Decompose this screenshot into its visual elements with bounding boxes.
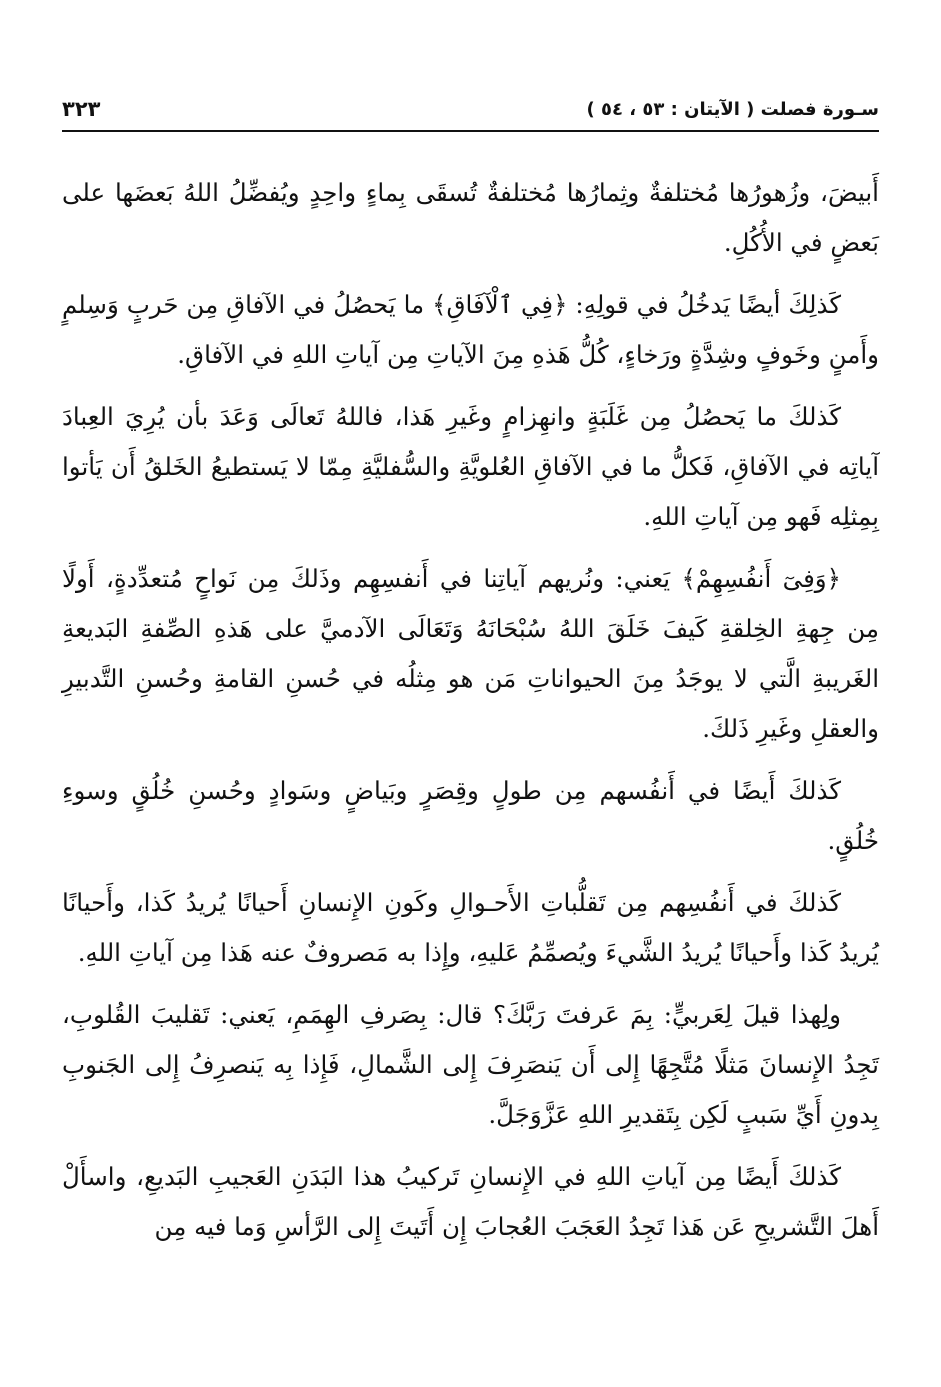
paragraph: كَذلكَ في أَنفُسِهم مِن تَقلُّباتِ الأَحـوالِ وكَونِ الإِنسانِ أَحيانًا يُريدُ كَذا، وأَحيانًا يُريدُ كَذا وأَحيانًا يُريدُ الشَّيءَ ويُصمِّمُ عَليهِ، وإِذا به مَصروفٌ عنه هَذا مِن آياتِ اللهِ. — [62, 888, 879, 967]
paragraph: كَذلِكَ أيضًا يَدخُلُ في قولِهِ: ﴿فِي ٱلْآفَاقِ﴾ ما يَحصُلُ في الآفاقِ مِن حَربٍ وَسِلمٍ وأَمنٍ وخَوفٍ وشِدَّةٍ ورَخاءٍ، كُلُّ هَذهِ مِنَ الآياتِ مِن آياتِ اللهِ في الآفاقِ. — [62, 290, 879, 369]
surah-title: سـورة فصلت ( الآيتان : ٥٣ ، ٥٤ ) — [586, 98, 879, 120]
paragraph: ﴿وَفِىٓ أَنفُسِهِمْ﴾ يَعني: ونُريهم آياتِنا في أَنفسِهِم وذَلكَ مِن نَواحٍ مُتعدِّدةٍ، أَولًا مِن جِهةِ الخِلقةِ كَيفَ خَلَقَ اللهُ سُبْحَانَهُ وَتَعَالَى الآدميَّ على هَذهِ الصِّفةِ البَديعةِ الغَريبةِ الَّتي لا يوجَدُ مِنَ الحيواناتِ مَن هو مِثلُه في حُسنِ القامةِ وحُسنِ التَّدبيرِ والعقلِ وغَيرِ ذَلكَ. — [62, 564, 879, 743]
page-body — [62, 168, 879, 1264]
paragraph: كَذلكَ ما يَحصُلُ مِن غَلَبَةٍ وانهِزامٍ وغَيرِ هَذا، فاللهُ تَعالَى وَعَدَ بأن يُرِيَ العِبادَ آياتِه في الآفاقِ، فَكلُّ ما في الآفاقِ العُلويَّةِ والسُّفليَّةِ مِمّا لا يَستطيعُ الخَلقُ أَن يَأتوا بِمِثلِه فَهو مِن آياتِ اللهِ. — [62, 402, 879, 531]
paragraph: كَذلكَ أَيضًا في أَنفُسهم مِن طولٍ وقِصَرٍ وبَياضٍ وسَوادٍ وحُسنِ خُلُقٍ وسوءِ خُلُقٍ. — [62, 776, 879, 855]
page-number: ٣٢٣ — [62, 97, 101, 121]
paragraph: كَذلكَ أَيضًا مِن آياتِ اللهِ في الإِنسانِ تَركيبُ هذا البَدَنِ العَجيبِ البَديعِ، واسأَلْ أَهلَ التَّشريحِ عَن هَذا تَجِدُ العَجَبَ العُجابَ إِن أَتَيتَ إِلى الرَّأسِ وَما فيه مِن — [62, 1162, 879, 1241]
header-divider — [62, 130, 879, 132]
page-header — [62, 92, 879, 126]
paragraph: أَبيضَ، وزُهورُها مُختلفةٌ وثِمارُها مُختلفةٌ تُسقَى بِماءٍ واحِدٍ ويُفضِّلُ اللهُ بَعضَها على بَعضٍ في الأُكُلِ. — [62, 178, 879, 257]
paragraph: ولِهذا قيلَ لِعَربيٍّ: بِمَ عَرفتَ رَبَّكَ؟ قال: بِصَرفِ الهِمَمِ، يَعني: تَقليبَ القُلوبِ، تَجِدُ الإِنسانَ مَثلًا مُتَّجِهًا إِلى أَن يَنصَرِفَ إِلى الشَّمالِ، فَإِذا بِه يَنصرِفُ إِلى الجَنوبِ بِدونِ أَيِّ سَببٍ لَكِن بِتَقديرِ اللهِ عَزَّوَجَلَّ. — [62, 1000, 879, 1129]
